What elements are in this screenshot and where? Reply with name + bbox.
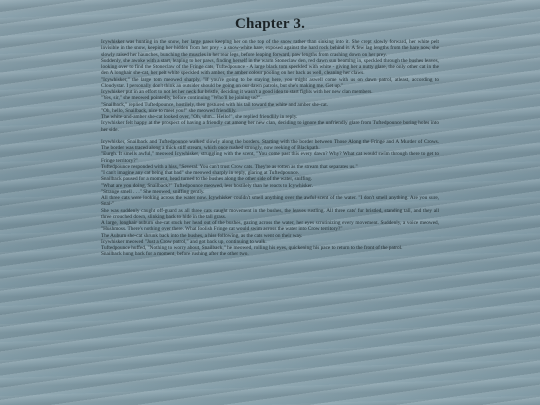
paragraph: She was suddenly caught off-guard as all three cats caught movement in the bushes, the leaves rustling. All three cats' fur bristled, standing tall, and they all three crouched down, slinking back to hide in the tall grass. — [101, 207, 439, 220]
paragraph: A large, longhair auburn she-cat stuck her head out of the bushes, gazing across the water, her eyes scrutinizing every movement. Suddenly, a voice meowed, "Hushmoss. There's nothing over there. What foolish Fringe cat would swim across the water into Crow territory?" — [101, 220, 439, 233]
paragraph: Snailback paused for a moment, head turned to the bushes along the other side of the water, sniffing. — [101, 176, 313, 183]
paragraph: Icywhisker meowed "Just a Crow patrol," and got back up, continuing to walk. — [101, 238, 267, 245]
paragraph: "Icywhisker," the large tom meowed sharply, "If you're going to be staying here, you might aswell come with us on dawn patrol, atleast, according to Cloudystar. I personally don't think an outsider should be going on our dawn patrols, but she's making me. Get up." — [101, 76, 439, 89]
paragraph: All three cats were looking across the water now. Icywhisker couldn't smell anything over the awful scent of the water. "I don't smell anything. Are you sure, Snai-" — [101, 195, 439, 208]
paragraph: "Snailback," replied Tuftedpounce, hostilely, then gestured with his tail toward the white and amber she-cat. — [101, 101, 329, 108]
section-two — [101, 139, 439, 258]
paragraph: "Yes, sir," she meowed pointedly, before continuing "Who'll be joining us?". — [101, 95, 262, 102]
paragraph: The Auburn she-cat shrunk back into the bushes, a hiss following, as the cats went on their way. — [101, 232, 303, 239]
paragraph: Icywhisker was hunting in the snow, her large paws keeping her on the top of the snow rather than sinking into it. She crept slowly forward, her white pelt invisible in the snow, keeping her hidden from her prey - a snow-white hare, exposed against the hard rock behind it. A few lag lengths from the hare now, she slowly raised her haunches, bunching the muscles in her rear legs, before leaping forward, paw lengths from crashing down on her prey. — [101, 39, 439, 58]
paragraph: Tuftedpounce responded with a hiss, "Several. You can't trust Crow cats. They're as rotten as the stream that separates us." — [101, 163, 358, 170]
document-page — [101, 16, 439, 405]
paragraph: "Strange smell . . ." She meowed, sniffing gently. — [101, 188, 205, 195]
paragraph: "Eurgh. It smells awful," meowed Icywhisker, struggling with the scent, "You come past this every dawn? Why? What cat would swim through there to get to Fringe territory?" — [101, 151, 439, 164]
paragraph: Icywhisker felt happy at the prospect of having a friendly cat among her new clan, deciding to ignore the unfriendly glare from Tuftedpounce boring holes into her side. — [101, 120, 439, 133]
paragraph: "Oh, hello, Snailback, nice to meet you!" she meowed friendlily. — [101, 107, 237, 114]
paragraph: Icywhisker, Snailback and Tuftedpounce walked slowly along the borders. Starting with the border between Those Along the Fringe and A Murder of Crows. The border was traced along a thick stiff stream, which once rushed strongly, now reeking of Blackpath. — [101, 138, 439, 151]
paragraph: Icywhisker put in an effort to not let her neck fur bristle, deciding it wasn't a good idea to start fights with her new clan members. — [101, 89, 373, 95]
paragraph: The white-and-amber she-cat looked over, "Oh, uhm... Hello!", she replied friendlily in reply. — [101, 114, 298, 120]
paragraph: "What are you doing, Snailback?" Tuftedpounce meowed, less hostilely than he reacts to Icywhisker. — [101, 182, 313, 189]
paragraph: Suddenly, she awoke with a start, leaping to her paws, finding herself in the warm Stoneclaw den, red dawn sun beaming in, speckled through the bushes leaves, looking over to find the Stoneclaw of the Fringe cats, Tuftedpounce - A large black tom speckled with white - giving her a nutty glare, the only other cat in the den A longhair she-cat, her pelt white speckled with amber, the amber colour pooling on her back as well, cleaning her claws. — [101, 57, 439, 77]
section-one — [101, 39, 439, 133]
chapter-title: Chapter 3. — [234, 16, 306, 32]
paragraph: Tuftedpounce huffed, "Nothing to worry about, Snailback," he meowed, rolling his eyes, quickening his pace to return to the front of the patrol. — [101, 245, 403, 251]
paragraph: "I can't imagine any cat being that bad" she meowed sharply in reply, glaring at Tuftedpounce. — [101, 170, 300, 176]
paragraph: Snailback hung back for a moment, before rushing after the other two. — [101, 251, 249, 258]
